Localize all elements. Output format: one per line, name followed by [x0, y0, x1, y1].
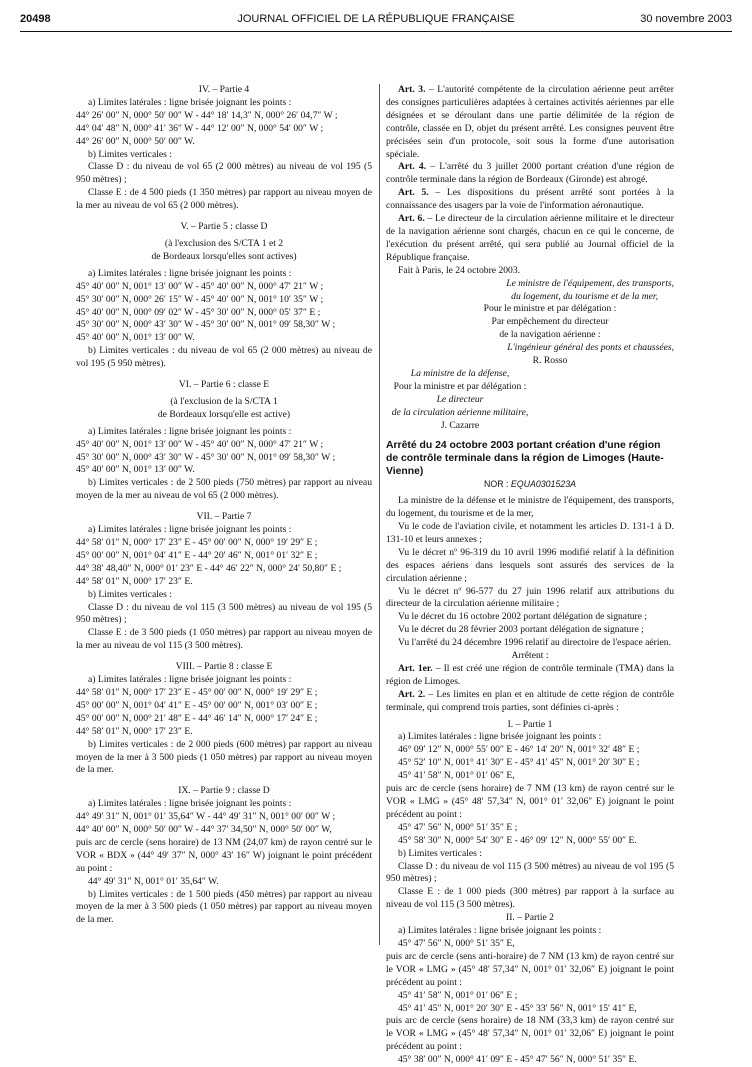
- vertical-limits-text: Classe E : de 4 500 pieds (1 350 mètres) par rapport au niveau moyen de la mer au niveau de vol 65 (2 000 mètres).: [76, 187, 372, 212]
- section-heading: II. – Partie 2: [506, 912, 554, 924]
- part-5-section: [76, 221, 372, 371]
- coordinate-line: 45° 41′ 45″ N, 001° 20′ 30″ E - 45° 33′ 56″ N, 001° 15′ 41″ E,: [398, 1002, 637, 1014]
- coordinate-line: 45° 00′ 00″ N, 001° 04′ 41″ E - 44° 20′ 46″ N, 001° 01′ 32″ E ;: [76, 549, 318, 561]
- vertical-limits-text: Classe E : de 3 500 pieds (1 050 mètres) par rapport au niveau moyen de la mer au niveau de vol 115 (3 500 mètres).: [76, 627, 372, 652]
- coordinate-line: 45° 30′ 00″ N, 000° 43′ 30″ W - 45° 30′ 00″ N, 001° 09′ 58,30″ W ;: [76, 451, 336, 463]
- coordinate-line: 44° 49′ 31″ N, 001° 01′ 35,64″ W.: [88, 875, 219, 887]
- lateral-limits-label: a) Limites latérales : ligne brisée joignant les points :: [88, 798, 292, 810]
- lateral-limits-label: a) Limites latérales : ligne brisée joignant les points :: [88, 674, 292, 686]
- signature-block-equipment: [386, 278, 674, 368]
- coordinate-line: 45° 40′ 00″ N, 000° 09′ 02″ W - 45° 30′ 00″ N, 000° 05′ 37″ E ;: [76, 306, 321, 318]
- lateral-limits-label: a) Limites latérales : ligne brisée joignant les points :: [88, 96, 292, 108]
- vertical-limits-text: b) Limites verticales : de 2 500 pieds (750 mètres) par rapport au niveau moyen de la mer au niveau de vol 65 (2 000 mètres).: [76, 477, 372, 502]
- coordinate-line: 44° 58′ 01″ N, 000° 17′ 23″ E - 45° 00′ 00″ N, 000° 19′ 29″ E ;: [76, 537, 318, 548]
- article-text: – Le directeur de la circulation aérienne militaire et le directeur de la navigation aérienne sont chargés, chacun en ce qui le concerne, de l'exécution du présent arrêté, qui sera publié au Journal officiel de la République française.: [386, 213, 674, 263]
- article-5: [386, 187, 674, 213]
- arc-description: puis arc de cercle (sens horaire) de 7 NM (13 km) de rayon centré sur le VOR « LMG » (45° 48′ 57,34″ N, 001° 01′ 32,06″ E) joignant le point précédent au point :: [386, 783, 674, 820]
- signatory-title: de la circulation aérienne militaire,: [391, 406, 529, 418]
- coordinate-line: 44° 58′ 01″ N, 000° 17′ 23″ E.: [76, 575, 193, 587]
- section-heading: VII. – Partie 7: [196, 511, 252, 523]
- coordinate-line: 45° 47′ 56″ N, 000° 51′ 35″ E ;: [398, 821, 518, 833]
- article-text: – L'autorité compétente de la circulation aérienne peut arrêter des consignes particulières adaptées à certaines activités aériennes par elle désignées et se déroulant dans une partie délimitée de la région de contrôle, classée en D, objet du présent arrêté. Les consignes peuvent être précisées sein d'un protocole, soit sous la forme d'une autorisation spéciale.: [386, 84, 674, 160]
- section-heading: VIII. – Partie 8 : classe E: [175, 661, 273, 673]
- vertical-limits-label: b) Limites verticales :: [88, 148, 172, 160]
- lateral-limits-label: a) Limites latérales : ligne brisée joignant les points :: [88, 425, 292, 437]
- coordinate-line: 45° 00′ 00″ N, 000° 21′ 48″ E - 44° 46′ 14″ N, 000° 17′ 24″ E ;: [76, 712, 318, 724]
- part-4-section: [76, 84, 372, 213]
- article-number: Art. 4.: [398, 161, 427, 173]
- coordinate-line: 44° 38′ 48,40″ N, 000° 01′ 23″ E - 44° 46′ 22″ N, 000° 24′ 50,80″ E ;: [76, 562, 342, 574]
- signatory-delegation: Par empêchement du directeur: [491, 316, 609, 328]
- section-heading: V. – Partie 5 : classe D: [180, 221, 268, 233]
- part-6-section: [76, 379, 372, 503]
- signatory-title: Le directeur: [436, 393, 484, 405]
- vertical-limits-text: Classe D : du niveau de vol 115 (3 500 mètres) au niveau de vol 195 (5 950 mètres) ;: [386, 860, 674, 885]
- page-header: [20, 13, 732, 29]
- arc-description: puis arc de cercle (sens anti-horaire) de 7 NM (13 km) de rayon centré sur le VOR « LMG » (45° 48′ 57,34″ N, 001° 01′ 32,06″ E) joignant le point précédent au point :: [386, 950, 674, 988]
- preamble-line: Vu l'arrêté du 24 décembre 1996 relatif au directoire de l'espace aérien.: [398, 637, 671, 649]
- coordinate-line: 45° 41′ 58″ N, 001° 01′ 06″ E,: [398, 770, 515, 782]
- nor-code: EQUA0301523A: [510, 479, 576, 490]
- arc-description: puis arc de cercle (sens horaire) de 13 NM (24,07 km) de rayon centré sur le VOR « BDX » (44° 49′ 37″ N, 000° 43′ 16″ W) joignant le point précédent au point :: [76, 836, 372, 874]
- vertical-limits-text: Classe D : du niveau de vol 115 (3 500 mètres) au niveau de vol 195 (5 950 mètres) ;: [76, 601, 372, 626]
- lateral-limits-label: a) Limites latérales : ligne brisée joignant les points :: [398, 925, 602, 937]
- coordinate-line: 45° 40′ 00″ N, 001° 13′ 00″ W.: [76, 464, 195, 476]
- article-number: Art. 3.: [398, 84, 426, 95]
- arc-description: puis arc de cercle (sens horaire) de 18 NM (33,3 km) de rayon centré sur le VOR « LMG » (45° 48′ 57,34″ N, 001° 01′ 32,06″ E) joignant le point précédent au point :: [386, 1015, 674, 1053]
- nor-label: NOR :: [484, 479, 511, 490]
- part-9-section: [76, 785, 372, 927]
- preamble-line: La ministre de la défense et le ministre de l'équipement, des transports, du logement, du tourisme et de la mer,: [386, 495, 674, 520]
- vertical-limits-text: b) Limites verticales : de 2 000 pieds (600 mètres) par rapport au niveau moyen de la mer à 3 500 pieds (1 050 mètres) par rapport au niveau moyen de la mer.: [76, 738, 372, 776]
- coordinate-line: 44° 40′ 00″ N, 000° 50′ 00″ W - 44° 37′ 34,50″ N, 000° 50′ 00″ W,: [76, 824, 332, 836]
- left-column: [76, 84, 372, 927]
- article-number: Art. 1er.: [398, 662, 433, 674]
- lateral-limits-label: a) Limites latérales : ligne brisée joignant les points :: [398, 731, 602, 743]
- preamble-line: Vu le décret nº 96-319 du 10 avril 1996 modifié relatif à la définition des espaces aériens dans lesquels sont assurés des services de la circulation aérienne ;: [386, 546, 674, 584]
- section-note: de Bordeaux lorsqu'elles sont actives): [151, 250, 297, 262]
- article-3: [386, 84, 674, 161]
- article-text: – Les limites en plan et en altitude de cette région de contrôle terminale, qui comprend trois parties, sont définies ci-après :: [386, 688, 675, 713]
- vertical-limits-text: b) Limites verticales : du niveau de vol 65 (2 000 mètres) au niveau de vol 195 (5 950 mètres).: [76, 345, 372, 370]
- lateral-limits-label: a) Limites latérales : ligne brisée joignant les points :: [88, 267, 292, 279]
- section-note: de Bordeaux lorsqu'elle est active): [157, 408, 291, 420]
- arretent-label: Arrêtent :: [511, 650, 549, 662]
- section-heading: IX. – Partie 9 : classe D: [178, 785, 270, 797]
- signatory-delegation: Pour le ministre et par délégation :: [483, 303, 617, 315]
- coordinate-line: 46° 09′ 12″ N, 000° 55′ 00″ E - 46° 14′ 20″ N, 001° 32′ 48″ E ;: [398, 744, 640, 756]
- coordinate-line: 44° 49′ 31″ N, 001° 01′ 35,64″ W - 44° 49′ 31″ N, 001° 00′ 00″ W ;: [76, 811, 336, 823]
- preamble-line: Vu le code de l'aviation civile, et notamment les articles D. 131-1 à D. 131-10 et leurs annexes ;: [386, 520, 674, 545]
- coordinate-line: 45° 30′ 00″ N, 000° 43′ 30″ W - 45° 30′ 00″ N, 001° 09′ 58,30″ W ;: [76, 319, 336, 331]
- section-heading: VI. – Partie 6 : classe E: [178, 379, 270, 391]
- article-1: [386, 663, 674, 689]
- section-heading: IV. – Partie 4: [198, 84, 250, 95]
- article-text: – Les dispositions du présent arrêté sont portées à la connaissance des usagers par la voie de l'information aéronautique.: [386, 187, 674, 212]
- article-2: [386, 689, 674, 715]
- section-heading: I. – Partie 1: [507, 718, 553, 730]
- signature-block-defense: [386, 368, 674, 433]
- coordinate-line: 45° 40′ 00″ N, 001° 13′ 00″ W.: [76, 332, 195, 344]
- coordinate-line: 45° 41′ 58″ N, 001° 01′ 06″ E ;: [398, 989, 518, 1001]
- vertical-limits-label: b) Limites verticales :: [398, 847, 482, 859]
- coordinate-line: 45° 40′ 00″ N, 001° 13′ 00″ W - 45° 40′ 00″ N, 000° 47′ 21″ W ;: [76, 280, 324, 292]
- article-text: – Il est créé une région de contrôle terminale (TMA) dans la région de Limoges.: [386, 662, 675, 687]
- preamble-line: Vu le décret du 16 octobre 2002 portant délégation de signature ;: [398, 611, 648, 623]
- signatory-name: R. Rosso: [532, 355, 568, 367]
- signatory-title: L'ingénieur général des ponts et chaussées,: [507, 342, 674, 354]
- coordinate-line: 44° 58′ 01″ N, 000° 17′ 23″ E.: [76, 725, 193, 737]
- article-number: Art. 2.: [398, 688, 426, 700]
- coordinate-line: 44° 26′ 00″ N, 000° 50′ 00″ W.: [76, 135, 195, 147]
- coordinate-line: 45° 30′ 00″ N, 000° 26′ 15″ W - 45° 40′ 00″ N, 001° 10′ 35″ W ;: [76, 293, 324, 305]
- coordinate-line: 45° 52′ 10″ N, 001° 41′ 30″ E - 45° 41′ 45″ N, 001° 20′ 30″ E ;: [398, 757, 640, 769]
- coordinate-line: 45° 58′ 30″ N, 000° 54′ 30″ E - 46° 09′ 12″ N, 000° 55′ 00″ E.: [398, 834, 637, 846]
- signatory-name: J. Cazarre: [440, 419, 480, 431]
- vertical-limits-label: b) Limites verticales :: [88, 588, 172, 600]
- coordinate-line: 45° 40′ 00″ N, 001° 13′ 00″ W - 45° 40′ 00″ N, 000° 47′ 21″ W ;: [76, 438, 324, 450]
- nor-reference: [386, 478, 674, 491]
- signatory-role: du logement, du tourisme et de la mer,: [511, 290, 658, 302]
- signatory-role: Le ministre de l'équipement, des transports,: [506, 277, 674, 289]
- coordinate-line: 45° 47′ 56″ N, 000° 51′ 35″ E,: [398, 937, 515, 949]
- signatory-delegation: Pour la ministre et par délégation :: [393, 380, 527, 392]
- preamble-line: Vu le décret du 28 février 2003 portant délégation de signature ;: [398, 624, 644, 636]
- article-number: Art. 6.: [398, 213, 425, 225]
- done-at: Fait à Paris, le 24 octobre 2003.: [398, 264, 521, 276]
- section-note: (à l'exclusion de la S/CTA 1: [170, 395, 278, 407]
- coordinate-line: 44° 04′ 48″ N, 000° 41′ 36″ W - 44° 12′ 00″ N, 000° 54′ 00″ W ;: [76, 122, 324, 134]
- preamble-line: Vu le décret nº 96-577 du 27 juin 1996 relatif aux attributions du directeur de la circulation aérienne militaire ;: [386, 585, 674, 610]
- publication-date: 30 novembre 2003: [640, 13, 732, 25]
- coordinate-line: 44° 58′ 01″ N, 000° 17′ 23″ E - 45° 00′ 00″ N, 000° 19′ 29″ E ;: [76, 686, 318, 698]
- page-number: 20498: [20, 13, 51, 25]
- article-number: Art. 5.: [398, 187, 429, 199]
- part-8-section: [76, 661, 372, 777]
- limoges-part-1: [386, 719, 674, 913]
- right-column: [386, 84, 674, 1067]
- article-6: [386, 213, 674, 265]
- journal-title: JOURNAL OFFICIEL DE LA RÉPUBLIQUE FRANÇAISE: [237, 13, 515, 25]
- coordinate-line: 45° 38′ 00″ N, 000° 41′ 09″ E - 45° 47′ 56″ N, 000° 51′ 35″ E.: [398, 1054, 637, 1066]
- article-4: [386, 161, 674, 187]
- vertical-limits-text: Classe E : de 1 000 pieds (300 mètres) par rapport à la surface au niveau de vol 115 (3 500 mètres).: [386, 886, 674, 911]
- signatory-role: La ministre de la défense,: [410, 367, 510, 379]
- column-separator: [379, 84, 380, 945]
- lateral-limits-label: a) Limites latérales : ligne brisée joignant les points :: [88, 524, 292, 536]
- part-7-section: [76, 511, 372, 653]
- coordinate-line: 44° 26′ 00″ N, 000° 50′ 00″ W - 44° 18′ 14,3″ N, 000° 26′ 04,7″ W ;: [76, 109, 338, 121]
- article-text: – L'arrêté du 3 juillet 2000 portant création d'une région de contrôle terminale dans la région de Bordeaux (Gironde) est abrogé.: [386, 161, 675, 186]
- decree-title: Arrêté du 24 octobre 2003 portant création d'une région de contrôle terminale dans la région de Limoges (Haute-Vienne): [386, 440, 664, 477]
- vertical-limits-text: Classe D : du niveau de vol 65 (2 000 mètres) au niveau de vol 195 (5 950 mètres) ;: [76, 161, 372, 186]
- section-note: (à l'exclusion des S/CTA 1 et 2: [164, 237, 284, 249]
- vertical-limits-text: b) Limites verticales : de 1 500 pieds (450 mètres) par rapport au niveau moyen de la mer à 3 500 pieds (1 050 mètres) par rapport au niveau moyen de la mer.: [76, 888, 372, 926]
- signatory-delegation: de la navigation aérienne :: [499, 329, 601, 341]
- coordinate-line: 45° 00′ 00″ N, 001° 04′ 41″ E - 45° 00′ 00″ N, 001° 03′ 00″ E ;: [76, 699, 318, 711]
- header-rule: [20, 31, 732, 32]
